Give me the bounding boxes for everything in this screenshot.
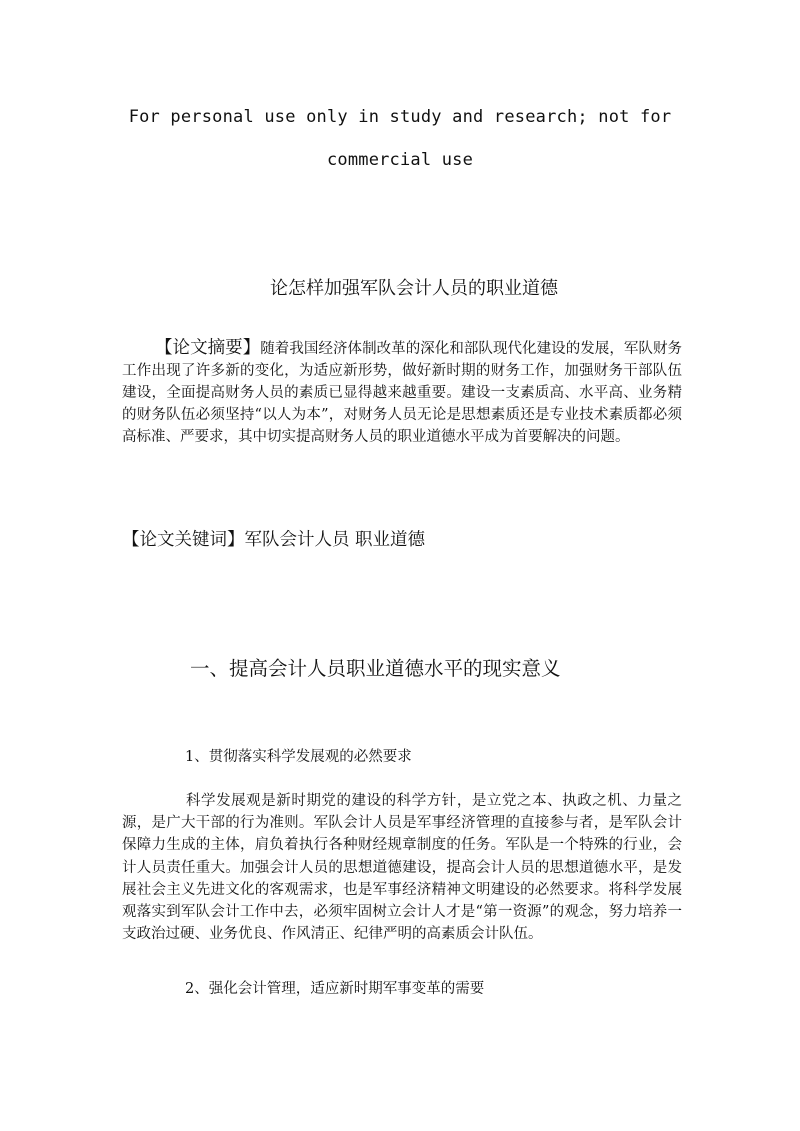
keywords-line: 【论文关键词】军队会计人员 职业道德: [122, 530, 426, 550]
usage-notice-line-2: commercial use: [326, 150, 474, 170]
abstract-text: 随着我国经济体制改革的深化和部队现代化建设的发展，军队财务工作出现了许多新的变化，为适应新形势，做好新时期的财务工作，加强财务干部队伍建设，全面提高财务人员的素质已显得越来越重要。建设一支素质高、水平高、业务精的财务队伍必须坚持“以人为本”，对财务人员无论是思想素质还是专业技术素质都必须高标准、严要求，其中切实提高财务人员的职业道德水平成为首要解决的问题。: [122, 341, 682, 445]
abstract-paragraph: [122, 337, 682, 448]
abstract-label: 【论文摘要】: [155, 338, 261, 358]
body-paragraph: 科学发展观是新时期党的建设的科学方针，是立党之本、执政之机、力量之源，是广大干部的行为准则。军队会计人员是军事经济管理的直接参与者，是军队会计保障力生成的主体，肩负着执行各种财经规章制度的任务。军队是一个特殊的行业，会计人员责任重大。加强会计人员的思想道德建设，提高会计人员的思想道德水平，是发展社会主义先进文化的客观需求，也是军事经济精神文明建设的必然要求。将科学发展观落实到军队会计工作中去，必须牢固树立会计人才是“第一资源”的观念，努力培养一支政治过硬、业务优良、作风清正、纪律严明的高素质会计队伍。: [122, 793, 682, 943]
subsection-heading-1: 1、贯彻落实科学发展观的必然要求: [185, 749, 412, 765]
usage-notice-line-1: For personal use only in study and research; not for: [128, 107, 672, 127]
section-heading: 一、提高会计人员职业道德水平的现实意义: [190, 657, 561, 680]
subsection-heading-2: 2、强化会计管理，适应新时期军事变革的需要: [185, 981, 485, 997]
paper-title: 论怎样加强军队会计人员的职业道德: [270, 278, 558, 299]
